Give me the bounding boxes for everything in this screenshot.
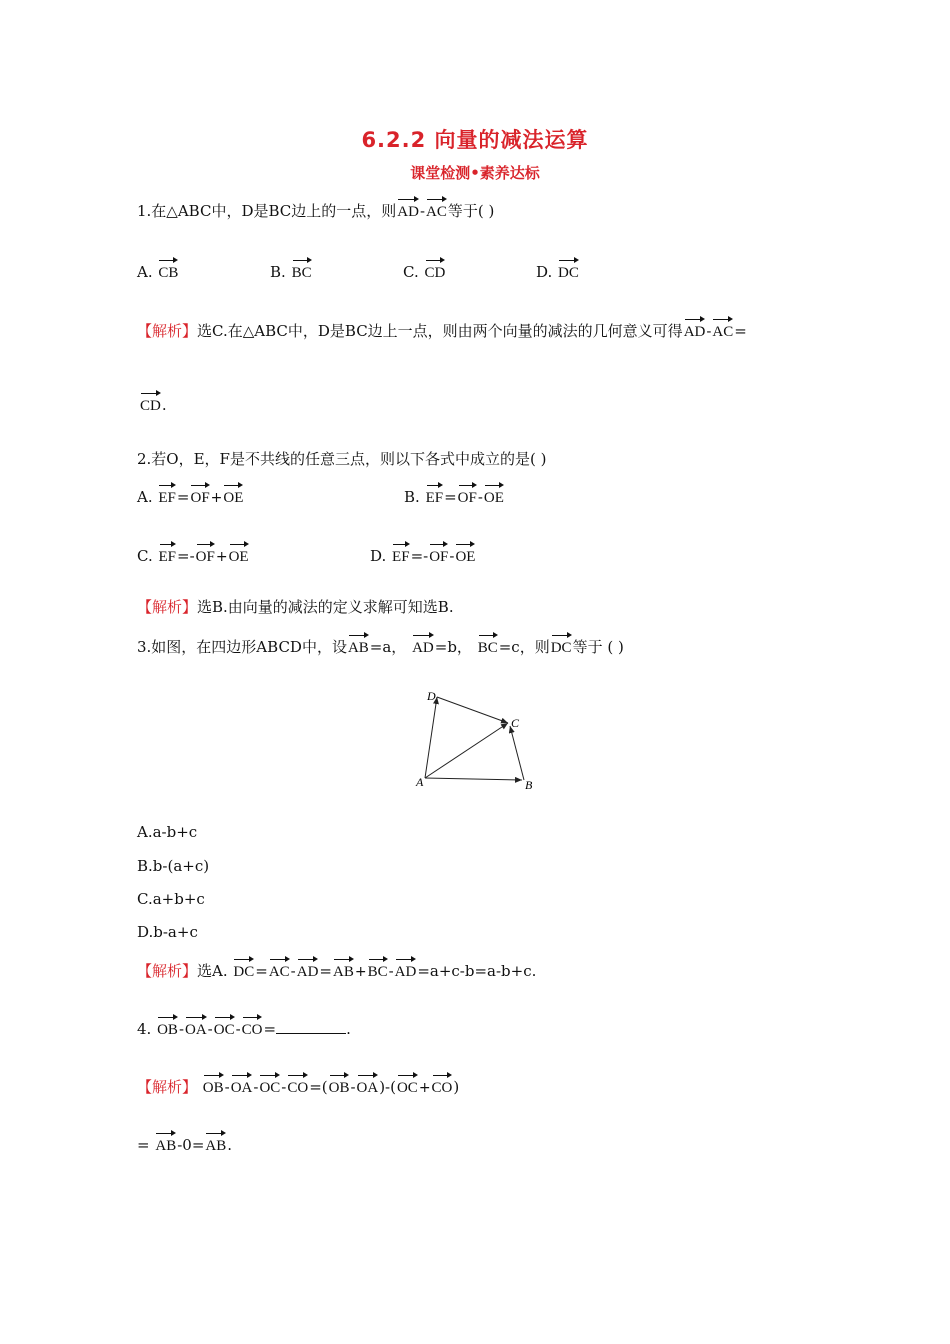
q1-option-b-vec: BC xyxy=(292,259,312,283)
q2-option-d[interactable] xyxy=(370,543,476,567)
q1-option-d-label: D. xyxy=(536,263,553,281)
q1-analysis-end: . xyxy=(161,396,167,414)
q2-c-op-2: + xyxy=(215,549,228,565)
q3-an-vec-4: AB xyxy=(333,958,354,982)
q4-vec-3: OC xyxy=(214,1016,235,1040)
q1-analysis xyxy=(137,318,747,342)
q1-analysis-eq: = xyxy=(734,322,747,340)
q3-analysis xyxy=(137,958,536,982)
q3-vec-dc: DC xyxy=(551,634,572,658)
q3-option-a[interactable]: A.a-b+c xyxy=(137,823,198,841)
q4-an-vec-1: OB xyxy=(203,1074,224,1098)
edge-ac xyxy=(425,723,508,778)
q4-an-op-7: + xyxy=(418,1080,431,1096)
q3-vec-bc: BC xyxy=(478,634,498,658)
q1-minus: - xyxy=(419,204,425,220)
q3-vec-ad: AD xyxy=(412,634,434,658)
q2-b-op-2: - xyxy=(477,490,483,506)
q1-analysis-vec-ad: AD xyxy=(684,318,706,342)
q3-an-op-1: = xyxy=(255,962,268,980)
q4-analysis-line2 xyxy=(137,1132,232,1156)
q1-vec-ac: AC xyxy=(426,198,447,222)
q4-stem xyxy=(137,1016,351,1040)
q4-an-op-8: ) xyxy=(453,1078,460,1096)
q4-op-1: - xyxy=(178,1022,184,1038)
q3-vec-ab: AB xyxy=(348,634,369,658)
q1-analysis-vec-cd: CD xyxy=(140,392,161,416)
q2-a-op-1: = xyxy=(176,488,190,506)
q2-b-vec-3: OE xyxy=(484,484,504,508)
q4-an-vec-5: OB xyxy=(329,1074,350,1098)
q2-a-op-2: + xyxy=(210,490,223,506)
label-b: B xyxy=(525,778,533,792)
q4-an-vec-7: OC xyxy=(397,1074,418,1098)
q4-vec-4: CO xyxy=(242,1016,263,1040)
q3-option-b[interactable]: B.b-(a+c) xyxy=(137,857,210,875)
q3-an-tail: =a+c-b=a-b+c. xyxy=(417,962,537,980)
q4-op-2: - xyxy=(207,1022,213,1038)
q3-an-vec-3: AD xyxy=(297,958,319,982)
q4-an-op-5: - xyxy=(350,1080,356,1096)
q4-answer-blank[interactable] xyxy=(276,1019,346,1034)
q2-analysis xyxy=(137,597,454,617)
q1-analysis-tag: 【解析】 xyxy=(137,322,198,340)
label-d: D xyxy=(427,689,436,703)
q3-eq-b: =b， xyxy=(434,638,472,656)
page-subtitle: 课堂检测•素养达标 xyxy=(410,164,540,182)
q4-vec-2: OA xyxy=(185,1016,207,1040)
q1-analysis-text: 选C.在△ABC中，D是BC边上一点，则由两个向量的减法的几何意义可得 xyxy=(197,322,683,340)
q4-op-3: - xyxy=(235,1022,241,1038)
q4-an-op-4: =( xyxy=(309,1078,328,1096)
q2-option-c-label: C. xyxy=(137,547,153,565)
q4-an-op-6: )-( xyxy=(379,1078,396,1096)
q2-option-b[interactable] xyxy=(404,484,505,508)
q1-option-d[interactable] xyxy=(536,259,580,283)
q4-an-op-3: - xyxy=(281,1080,287,1096)
q2-d-op-2: - xyxy=(449,549,455,565)
q4-an2-end: . xyxy=(227,1136,233,1154)
q3-eq-a: =a， xyxy=(369,638,407,656)
q2-analysis-tag: 【解析】 xyxy=(137,598,198,616)
q3-eq-c: =c，则 xyxy=(498,638,550,656)
q1-option-a-vec: CB xyxy=(158,259,178,283)
q4-an2-vec-1: AB xyxy=(155,1132,176,1156)
q2-b-op-1: = xyxy=(444,488,457,506)
q3-an-op-3: = xyxy=(319,962,332,980)
q2-analysis-text: 选B.由向量的减法的定义求解可知选B. xyxy=(197,598,454,616)
q2-a-vec-1: EF xyxy=(158,484,176,508)
q3-analysis-prefix: 选A. xyxy=(197,962,228,980)
q4-analysis xyxy=(137,1074,459,1098)
q3-an-op-5: - xyxy=(388,964,394,980)
q4-num: 4. xyxy=(137,1020,152,1038)
q4-an-vec-3: OC xyxy=(259,1074,280,1098)
q3-stem-text: 3.如图，在四边形ABCD中，设 xyxy=(137,638,347,656)
q1-stem-text: 1.在△ABC中，D是BC边上的一点，则 xyxy=(137,202,397,220)
q3-stem xyxy=(137,634,624,658)
q3-option-c[interactable]: C.a+b+c xyxy=(137,890,205,908)
q3-an-vec-1: DC xyxy=(233,958,254,982)
q4-end: . xyxy=(346,1020,351,1038)
q2-a-vec-2: OF xyxy=(190,484,209,508)
q3-analysis-tag: 【解析】 xyxy=(137,962,198,980)
q3-option-d[interactable]: D.b-a+c xyxy=(137,923,198,941)
q2-b-vec-2: OF xyxy=(458,484,477,508)
q2-d-vec-3: OE xyxy=(455,543,475,567)
q1-option-b[interactable] xyxy=(270,259,313,283)
q1-option-b-label: B. xyxy=(270,263,286,281)
q2-option-a[interactable] xyxy=(137,484,244,508)
q4-an2-vec-2: AB xyxy=(205,1132,226,1156)
q3-an-vec-5: BC xyxy=(368,958,388,982)
q2-option-c[interactable] xyxy=(137,543,250,567)
page-title: 6.2.2 向量的减法运算 xyxy=(361,128,589,152)
q4-an-vec-4: CO xyxy=(287,1074,308,1098)
q1-option-c[interactable] xyxy=(403,259,446,283)
q2-c-vec-3: OE xyxy=(229,543,249,567)
q3-stem-end: 等于 ( ) xyxy=(572,638,624,656)
label-c: C xyxy=(511,716,520,730)
q1-option-a-label: A. xyxy=(137,263,153,281)
q2-c-vec-1: EF xyxy=(159,543,177,567)
q1-vec-ad: AD xyxy=(397,198,419,222)
edge-bc xyxy=(510,726,524,780)
q2-option-a-label: A. xyxy=(137,488,153,506)
q2-stem: 2.若O，E，F是不共线的任意三点，则以下各式中成立的是( ) xyxy=(137,450,547,468)
q2-d-vec-2: OF xyxy=(429,543,448,567)
q1-analysis-vec-ac: AC xyxy=(712,318,733,342)
q3-an-op-2: - xyxy=(290,964,296,980)
q1-analysis-minus: - xyxy=(706,324,712,340)
edge-dc xyxy=(437,697,508,723)
q4-an2-eq: = xyxy=(137,1136,150,1154)
q2-d-vec-1: EF xyxy=(392,543,410,567)
q4-an-vec-2: OA xyxy=(231,1074,253,1098)
q4-an-vec-8: CO xyxy=(432,1074,453,1098)
q1-stem xyxy=(137,198,494,222)
q2-option-b-label: B. xyxy=(404,488,420,506)
q4-vec-1: OB xyxy=(157,1016,178,1040)
q4-op-4: = xyxy=(263,1020,277,1038)
q2-c-op-1: =- xyxy=(177,547,195,565)
q1-option-a[interactable] xyxy=(137,259,179,283)
q2-b-vec-1: EF xyxy=(426,484,444,508)
label-a: A xyxy=(416,775,424,789)
q2-d-op-1: =- xyxy=(410,547,429,565)
q4-an-vec-6: OA xyxy=(357,1074,379,1098)
q3-an-vec-6: AD xyxy=(395,958,417,982)
q1-option-c-label: C. xyxy=(403,263,419,281)
q4-an2-mid: -0= xyxy=(177,1136,205,1154)
q2-a-vec-3: OE xyxy=(223,484,243,508)
q2-c-vec-2: OF xyxy=(196,543,215,567)
q1-option-c-vec: CD xyxy=(425,259,446,283)
q4-an-op-2: - xyxy=(253,1080,259,1096)
q3-an-vec-2: AC xyxy=(269,958,290,982)
quadrilateral-figure xyxy=(410,686,540,796)
q1-analysis-result xyxy=(139,392,167,416)
edge-ab xyxy=(425,778,522,780)
q2-option-d-label: D. xyxy=(370,547,387,565)
q4-analysis-tag: 【解析】 xyxy=(137,1078,198,1096)
q1-stem-end: 等于( ) xyxy=(447,202,495,220)
q1-option-d-vec: DC xyxy=(558,259,579,283)
edge-ad xyxy=(425,697,437,778)
q4-an-op-1: - xyxy=(224,1080,230,1096)
q3-an-op-4: + xyxy=(354,964,367,980)
